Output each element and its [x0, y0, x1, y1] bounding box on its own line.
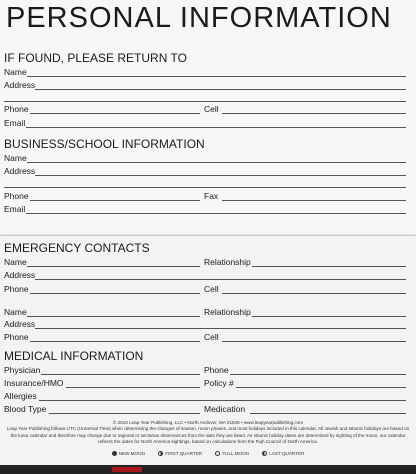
emergency-2-cell-field[interactable] [204, 331, 406, 343]
field-label: Policy # [204, 378, 234, 388]
return-cell-field[interactable] [204, 103, 406, 115]
write-line [27, 316, 200, 317]
full-moon-icon [215, 451, 220, 456]
moon-phase-label: LAST QUARTER [269, 451, 305, 456]
business-fax-field[interactable] [204, 190, 406, 202]
business-address-line-2[interactable] [4, 177, 406, 189]
section-medical-heading: MEDICAL INFORMATION [4, 349, 144, 363]
field-label: Address [4, 80, 36, 90]
field-label: Name [4, 257, 27, 267]
moon-phase-full [215, 451, 249, 456]
write-line [30, 341, 200, 342]
write-line [26, 127, 406, 128]
field-label: Allergies [4, 391, 37, 401]
moon-phase-label: NEW MOON [118, 451, 145, 456]
write-line [250, 413, 406, 414]
page-title: PERSONAL INFORMATION [6, 2, 392, 34]
write-line [35, 279, 406, 280]
field-label: Blood Type [4, 404, 47, 414]
field-label: Medication [204, 404, 246, 414]
write-line [252, 266, 406, 267]
field-label: Email [4, 118, 26, 128]
red-tab [112, 467, 142, 472]
write-line [35, 175, 406, 176]
field-label: Phone [204, 365, 229, 375]
write-line [222, 341, 406, 342]
field-label: Phone [4, 191, 29, 201]
moon-phase-label: FIRST QUARTER [165, 451, 203, 456]
field-label: Cell [204, 284, 219, 294]
moon-phase-first-quarter [158, 451, 202, 456]
field-label: Email [4, 204, 26, 214]
emergency-2-name-field[interactable] [4, 306, 200, 318]
write-line [4, 187, 406, 188]
field-label: Relationship [204, 307, 251, 317]
write-line [222, 200, 406, 201]
moon-phase-new [112, 451, 145, 456]
write-line [236, 387, 406, 388]
field-label: Address [4, 166, 36, 176]
emergency-1-name-field[interactable] [4, 256, 200, 268]
field-label: Address [4, 270, 36, 280]
emergency-1-relationship-field[interactable] [204, 256, 406, 268]
write-line [49, 413, 200, 414]
write-line [35, 89, 406, 90]
write-line [30, 293, 200, 294]
field-label: Relationship [204, 257, 251, 267]
write-line [66, 387, 200, 388]
section-business-heading: BUSINESS/SCHOOL INFORMATION [4, 137, 205, 151]
copyright-line: © 2019 Leap Year Publishing, LLC • North Andover, MA 01845 • www.leapyearpublishing.com [112, 420, 304, 425]
physician-field[interactable] [4, 364, 200, 376]
field-label: Cell [204, 104, 219, 114]
policy-field[interactable] [204, 377, 406, 389]
business-address-field[interactable] [4, 165, 406, 177]
emergency-1-phone-field[interactable] [4, 283, 200, 295]
field-label: Cell [204, 332, 219, 342]
emergency-1-cell-field[interactable] [204, 283, 406, 295]
write-line [30, 200, 200, 201]
moon-phase-last-quarter [262, 451, 304, 456]
last-quarter-moon-icon [262, 451, 267, 456]
new-moon-icon [112, 451, 117, 456]
insurance-field[interactable] [4, 377, 200, 389]
field-label: Name [4, 307, 27, 317]
return-address-field[interactable] [4, 79, 406, 91]
calendar-note: Leap Year Publishing follows UTC (Universal Time) when determining the changes of season, moon phases, and most holidays included in this calendar. All Jewish and Islamic holidays are based on the lunar calendar and therefore may change due to regional or sectarian observances from the date they are listed. As Islamic holiday dates are determined by sighting of the moon, our calendar reflects the dates for North America sightings, based on calculations from the Fiqh Council of North America. [6, 426, 410, 444]
write-line [35, 328, 406, 329]
physician-phone-field[interactable] [204, 364, 406, 376]
write-line [39, 400, 406, 401]
write-line [27, 76, 406, 77]
moon-phase-legend [0, 451, 416, 456]
write-line [252, 316, 406, 317]
business-name-field[interactable] [4, 152, 406, 164]
section-emergency-heading: EMERGENCY CONTACTS [4, 241, 150, 255]
medication-field[interactable] [204, 403, 406, 415]
write-line [27, 162, 406, 163]
allergies-field[interactable] [4, 390, 406, 402]
write-line [222, 293, 406, 294]
field-label: Name [4, 67, 27, 77]
section-return-heading: IF FOUND, PLEASE RETURN TO [4, 51, 187, 65]
return-email-field[interactable] [4, 117, 406, 129]
field-label: Phone [4, 332, 29, 342]
business-email-field[interactable] [4, 203, 406, 215]
field-label: Fax [204, 191, 219, 201]
write-line [4, 101, 406, 102]
blood-type-field[interactable] [4, 403, 200, 415]
field-label: Phone [4, 284, 29, 294]
write-line [230, 374, 406, 375]
write-line [41, 374, 200, 375]
return-phone-field[interactable] [4, 103, 200, 115]
return-address-line-2[interactable] [4, 91, 406, 103]
write-line [30, 113, 200, 114]
emergency-2-address-field[interactable] [4, 318, 406, 330]
emergency-2-phone-field[interactable] [4, 331, 200, 343]
field-label: Phone [4, 104, 29, 114]
moon-phase-label: FULL MOON [222, 451, 249, 456]
write-line [27, 266, 200, 267]
emergency-2-relationship-field[interactable] [204, 306, 406, 318]
first-quarter-moon-icon [158, 451, 163, 456]
return-name-field[interactable] [4, 66, 406, 78]
footer-notes [4, 420, 412, 445]
field-label: Physician [4, 365, 41, 375]
emergency-1-address-field[interactable] [4, 269, 406, 281]
field-label: Address [4, 319, 36, 329]
field-label: Insurance/HMO [4, 378, 64, 388]
page-bottom-edge [0, 465, 416, 474]
write-line [222, 113, 406, 114]
business-phone-field[interactable] [4, 190, 200, 202]
write-line [26, 213, 406, 214]
field-label: Name [4, 153, 27, 163]
